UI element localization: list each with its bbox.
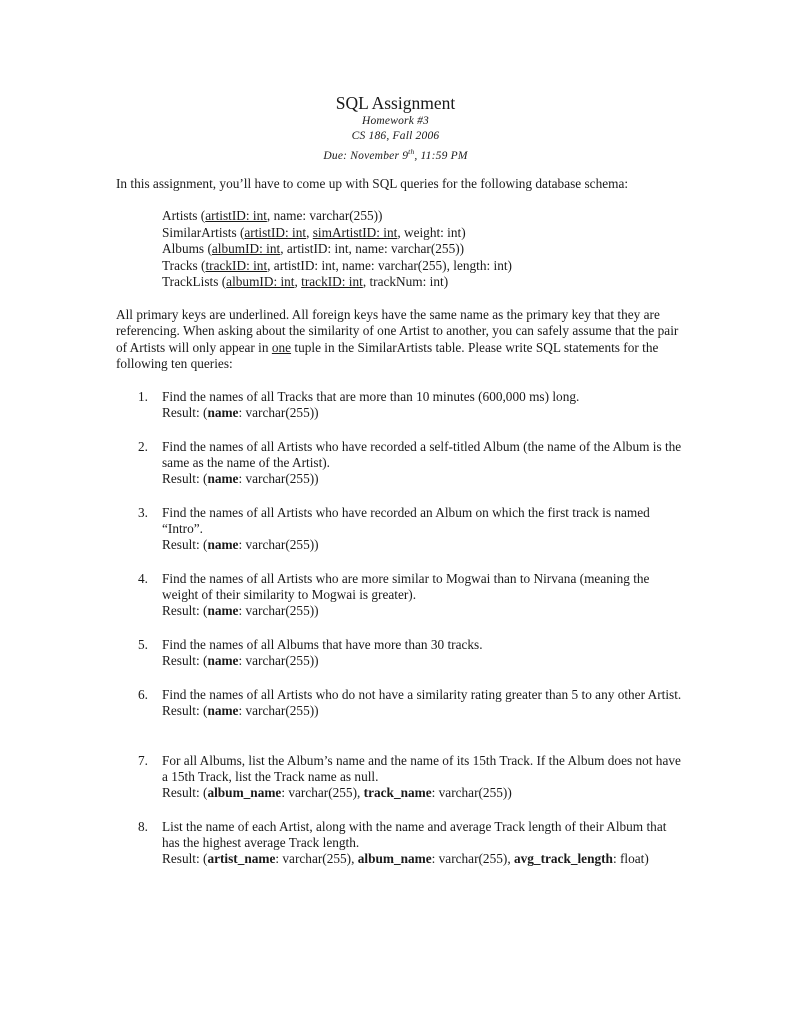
result-field-type: : varchar(255) (238, 703, 315, 719)
query-number: 6. (138, 687, 148, 702)
result-field-type: : varchar(255) (238, 603, 315, 619)
due-date (0, 144, 791, 164)
result-field-type: : varchar(255) (238, 405, 315, 421)
result-prefix: Result: ( (162, 537, 208, 553)
result-field-type: : varchar(255) (281, 785, 358, 801)
schema-open: ( (236, 224, 245, 240)
document-title: SQL Assignment (335, 93, 456, 113)
table-name: Tracks (162, 257, 198, 273)
query-body (162, 819, 687, 868)
schema-line (162, 274, 512, 291)
result-suffix: ) (314, 405, 319, 421)
primary-key: trackID: int (301, 274, 363, 289)
result-field-name: track_name (363, 785, 432, 801)
result-suffix: ) (314, 537, 319, 553)
field-separator: , (507, 851, 514, 867)
schema-line (162, 208, 512, 225)
query-text: Find the names of all Artists who are more similar to Mogwai than to Nirvana (meaning the weight of their similarity to Mogwai is greater). (162, 571, 650, 603)
result-field-name: album_name (357, 851, 432, 867)
instructions-paragraph (116, 307, 691, 372)
query-result (162, 851, 687, 867)
result-field-name: name (207, 537, 239, 553)
table-name: SimilarArtists (162, 224, 237, 240)
instructions-before: All primary keys are underlined. All foreign keys have the same name as the primary key that they are referencing. When asking about the similarity of one Artist to another, you can safely assume that the pair of Artists will only appear in (116, 307, 679, 355)
primary-key: artistID: int (205, 208, 267, 223)
result-field-type: : varchar(255) (431, 785, 508, 801)
primary-key: albumID: int (211, 241, 281, 256)
result-field-type: : varchar(255) (238, 653, 315, 669)
document-header (0, 92, 791, 164)
query-body (162, 505, 687, 554)
schema-rest: , name: varchar(255)) (266, 208, 383, 223)
schema-open: ( (218, 274, 227, 289)
key-separator: , (294, 274, 302, 289)
result-field-type: : varchar(255) (238, 537, 315, 553)
query-text: Find the names of all Tracks that are more than 10 minutes (600,000 ms) long. (162, 389, 580, 404)
query-body (162, 637, 687, 669)
schema-open: ( (197, 257, 206, 273)
query-result (162, 537, 687, 553)
result-field-name: artist_name (207, 851, 276, 867)
result-field-type: : varchar(255) (238, 471, 315, 487)
schema-rest: , artistID: int, name: varchar(255), length: int) (267, 257, 512, 273)
result-prefix: Result: ( (162, 653, 208, 669)
query-result (162, 653, 687, 669)
result-field-name: name (207, 405, 239, 421)
query-body (162, 439, 687, 488)
query-result (162, 471, 687, 487)
schema-rest: , weight: int) (397, 224, 466, 240)
query-body (162, 753, 687, 802)
query-number: 4. (138, 571, 148, 586)
query-text: Find the names of all Artists who do not have a similarity rating greater than 5 to any other Artist. (162, 687, 682, 702)
result-field-name: avg_track_length (513, 851, 613, 867)
query-text: For all Albums, list the Album’s name and the name of its 15th Track. If the Album does not have a 15th Track, list the Track name as null. (162, 753, 681, 785)
result-field-type: : varchar(255) (275, 851, 352, 867)
result-prefix: Result: ( (162, 785, 208, 801)
query-body (162, 571, 687, 620)
instructions-underlined: one (271, 339, 292, 355)
result-prefix: Result: ( (162, 471, 208, 487)
homework-label: Homework #3 (361, 115, 430, 127)
result-suffix: ) (314, 603, 319, 619)
primary-key: albumID: int (226, 274, 295, 289)
result-field-name: name (207, 653, 239, 669)
table-name: Artists (162, 208, 198, 223)
result-field-name: name (207, 603, 239, 619)
query-result (162, 785, 687, 801)
query-number: 3. (138, 505, 148, 520)
query-body (162, 389, 687, 421)
query-text: Find the names of all Artists who have recorded a self-titled Album (the name of the Album is the same as the name of the Artist). (162, 439, 682, 471)
query-text: Find the names of all Artists who have recorded an Album on which the first track is named “Intro”. (162, 505, 650, 537)
due-prefix: Due: November 9 (323, 149, 409, 162)
course-label: CS 186, Fall 2006 (351, 130, 440, 142)
field-separator: , (351, 851, 358, 867)
query-number: 1. (138, 389, 148, 404)
query-result (162, 603, 687, 619)
result-field-name: name (207, 471, 239, 487)
table-name: TrackLists (162, 274, 219, 289)
query-result (162, 703, 687, 719)
due-suffix: , 11:59 PM (414, 149, 468, 162)
primary-key: simArtistID: int (312, 224, 398, 240)
schema-line (162, 225, 512, 242)
schema-open: ( (204, 241, 212, 256)
schema-open: ( (197, 208, 206, 223)
schema-line (162, 258, 512, 275)
query-text: Find the names of all Albums that have more than 30 tracks. (162, 637, 483, 652)
result-suffix: ) (314, 703, 319, 719)
result-field-name: name (207, 703, 239, 719)
instructions-after: tuple in the SimilarArtists table. Please write SQL statements for the following ten queries: (116, 339, 659, 371)
primary-key: trackID: int (205, 257, 268, 273)
query-number: 8. (138, 819, 148, 834)
query-body (162, 687, 687, 719)
query-number: 2. (138, 439, 148, 454)
query-text: List the name of each Artist, along with the name and average Track length of their Album that has the highest average Track length. (162, 819, 667, 851)
result-prefix: Result: ( (162, 851, 208, 867)
result-suffix: ) (314, 471, 319, 487)
result-suffix: ) (644, 851, 649, 867)
schema-line (162, 241, 512, 258)
result-suffix: ) (314, 653, 319, 669)
primary-key: artistID: int (244, 224, 307, 240)
result-field-name: album_name (207, 785, 282, 801)
result-field-type: : varchar(255) (431, 851, 508, 867)
schema-rest: , trackNum: int) (362, 274, 449, 289)
result-field-type: : float (612, 851, 645, 867)
table-name: Albums (162, 241, 205, 256)
schema-list (162, 208, 512, 291)
schema-rest: , artistID: int, name: varchar(255)) (280, 241, 465, 256)
query-number: 5. (138, 637, 148, 652)
result-prefix: Result: ( (162, 703, 208, 719)
intro-text: In this assignment, you’ll have to come up with SQL queries for the following database schema: (116, 176, 629, 191)
result-prefix: Result: ( (162, 405, 208, 421)
result-suffix: ) (507, 785, 512, 801)
result-prefix: Result: ( (162, 603, 208, 619)
due-sup: th (408, 147, 415, 156)
query-number: 7. (138, 753, 148, 768)
key-separator: , (306, 224, 313, 240)
query-result (162, 405, 687, 421)
field-separator: , (357, 785, 364, 801)
